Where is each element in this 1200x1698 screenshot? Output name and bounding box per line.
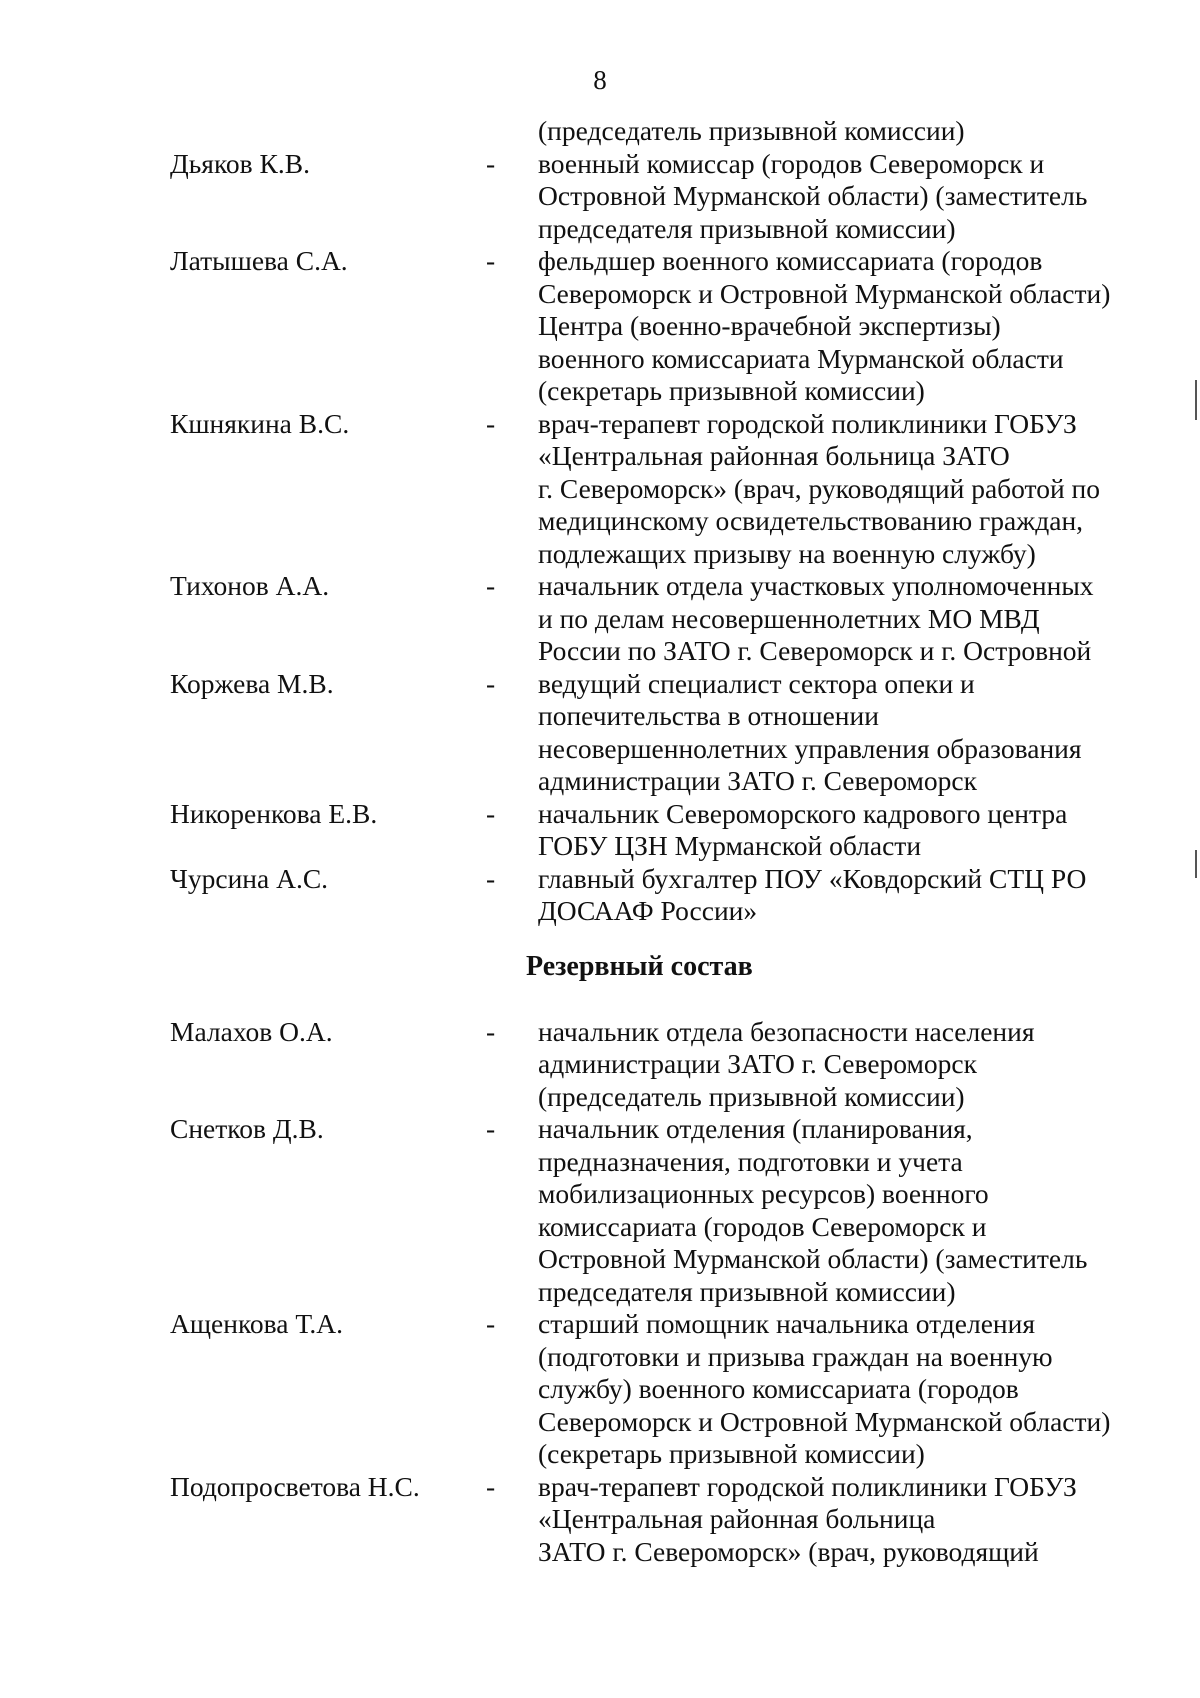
- member-name: Тихонов А.А.: [170, 570, 330, 601]
- member-entry: [170, 668, 1180, 798]
- scan-edge-mark: [1195, 380, 1197, 420]
- separator-dash: -: [486, 570, 496, 601]
- member-entry: [170, 148, 1180, 246]
- member-position: ведущий специалист сектора опеки и попечительства в отношении несовершеннолетних управления образования администрации ЗАТО г. Североморск: [538, 667, 1082, 796]
- separator-dash: -: [486, 407, 496, 439]
- member-position: начальник Североморского кадрового центра ГОБУ ЦЗН Мурманской области: [538, 797, 1068, 861]
- member-entry: [170, 570, 1180, 668]
- member-entry: [170, 245, 1180, 408]
- separator-dash: -: [486, 245, 496, 276]
- member-position: начальник отдела участковых уполномоченных и по делам несовершеннолетних МО МВД России по ЗАТО г. Североморск и г. Островной: [538, 570, 1094, 666]
- member-position: главный бухгалтер ПОУ «Ковдорский СТЦ РО ДОСААФ России»: [538, 862, 1087, 926]
- member-name: Снетков Д.В.: [170, 1113, 324, 1144]
- page-number: 8: [593, 65, 607, 95]
- member-entry: [170, 408, 1180, 571]
- member-name: Дьяков К.В.: [170, 147, 310, 179]
- member-entry: [170, 1308, 1180, 1471]
- member-name: Малахов О.А.: [170, 1015, 333, 1047]
- member-name: Кшнякина В.С.: [170, 407, 350, 439]
- separator-dash: -: [486, 667, 496, 699]
- member-name: Латышева С.А.: [170, 245, 348, 276]
- member-position: военный комиссар (городов Североморск и Островной Мурманской области) (заместитель председателя призывной комиссии): [538, 147, 1088, 244]
- commission-list: [170, 115, 1180, 1568]
- member-name: Коржева М.В.: [170, 667, 334, 699]
- separator-dash: -: [486, 1470, 496, 1502]
- member-position: фельдшер военного комиссариата (городов Североморск и Островной Мурманской области) Центра (военно-врачебной экспертизы) военного комиссариата Мурманской области (секретарь призывной комиссии): [538, 245, 1111, 406]
- reserve-composition-list: [170, 1016, 1180, 1569]
- member-position: старший помощник начальника отделения (подготовки и призыва граждан на военную службу) военного комиссариата (городов Североморск и Островной Мурманской области) (секретарь призывной комиссии): [538, 1308, 1111, 1469]
- scan-edge-mark: [1195, 850, 1197, 878]
- separator-dash: -: [486, 1113, 496, 1144]
- member-position: врач-терапевт городской поликлиники ГОБУЗ «Центральная районная больница ЗАТО г. Североморск» (врач, руководящий работой по медицинскому освидетельствованию граждан, подлежащих призыву на военную службу): [538, 407, 1101, 569]
- reserve-section-title: Резервный состав: [526, 950, 753, 982]
- member-entry: [170, 1113, 1180, 1308]
- member-entry: [170, 798, 1180, 863]
- member-name: Ащенкова Т.А.: [170, 1308, 344, 1339]
- continued-description: (председатель призывной комиссии): [538, 115, 965, 146]
- member-position: врач-терапевт городской поликлиники ГОБУЗ «Центральная районная больница ЗАТО г. Североморск» (врач, руководящий: [538, 1470, 1077, 1567]
- member-name: Никоренкова Е.В.: [170, 797, 378, 829]
- separator-dash: -: [486, 147, 496, 179]
- separator-dash: -: [486, 1015, 496, 1047]
- separator-dash: -: [486, 862, 496, 894]
- member-position: начальник отделения (планирования, предназначения, подготовки и учета мобилизационных ресурсов) военного комиссариата (городов Североморск и Островной Мурманской области) (заместитель председателя призывной комиссии): [538, 1113, 1088, 1307]
- member-name: Чурсина А.С.: [170, 862, 329, 894]
- member-name: Подопросветова Н.С.: [170, 1470, 420, 1502]
- member-position: начальник отдела безопасности населения администрации ЗАТО г. Североморск (председатель призывной комиссии): [538, 1015, 1035, 1112]
- separator-dash: -: [486, 1308, 496, 1339]
- member-entry: [170, 863, 1180, 928]
- member-entry: [170, 1471, 1180, 1569]
- separator-dash: -: [486, 797, 496, 829]
- main-composition-list: [170, 148, 1180, 928]
- member-entry: [170, 1016, 1180, 1114]
